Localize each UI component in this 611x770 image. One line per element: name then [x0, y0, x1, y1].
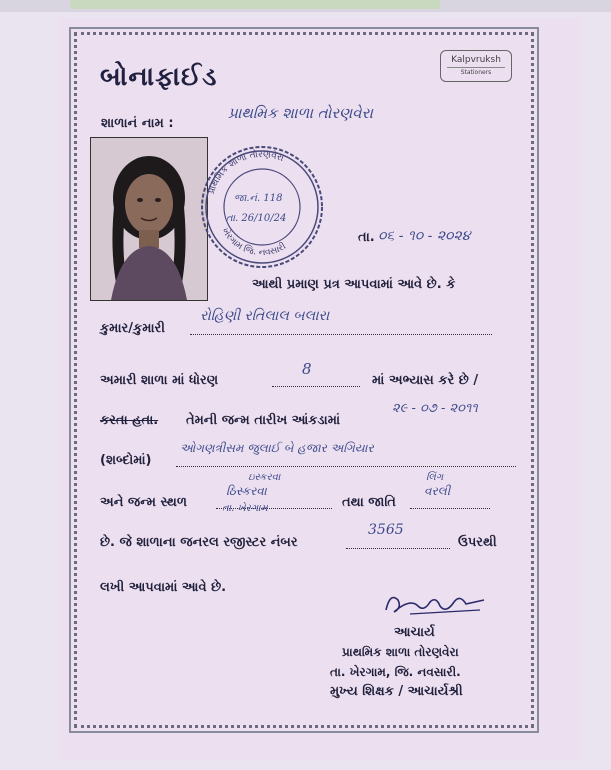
certify-line: આથી પ્રમાણ પ્રત્ર આપવામાં આવે છે. કે: [252, 277, 456, 292]
closing-line: લખી આપવામાં આવે છે.: [100, 580, 227, 595]
caste-value: વરલી: [424, 484, 451, 498]
birth-label: તેમની જન્મ તારીખ આંકડામાં: [186, 413, 341, 428]
birthplace-label: અને જન્મ સ્થળ: [100, 495, 187, 510]
scan-edge-bar: [70, 0, 440, 9]
certificate-title: બોનાફાઈડ: [100, 62, 218, 92]
birth-value: ૨૯ - ૦૭ - ૨૦૧૧: [392, 401, 478, 416]
school-seal-stamp: [198, 143, 326, 271]
date-value: ૦૬ - ૧૦ - ૨૦૨૪: [378, 228, 471, 244]
caste-label: તથા જાતિ: [342, 495, 396, 510]
words-label: (શબ્દોમાં): [100, 453, 152, 468]
school-name-label: શાળાનં નામ :: [101, 116, 174, 131]
birthplace-value: ઠિસ્કરવા: [226, 484, 267, 498]
stamp-number: જા.નં. 118: [234, 193, 283, 204]
name-label: કુમાર/કુમારી: [100, 321, 165, 336]
date-label: તા.: [358, 230, 375, 245]
school-name-value: પ્રાથમિક શાળા તોરણવેરા: [228, 104, 373, 122]
publisher-logo-sub: Stationers: [447, 67, 505, 76]
words-value: ઓગણત્રીસમ જુલાઈ બે હજાર અગિયાર: [180, 441, 374, 455]
signatory-title: આચાર્ય: [394, 625, 435, 640]
stamp-date: તા. 26/10/24: [226, 213, 287, 224]
publisher-logo: [440, 50, 512, 82]
caste-above: લિંગ: [426, 472, 444, 483]
standard-value: 8: [302, 360, 312, 378]
principal-signature: [380, 590, 490, 618]
birthplace-above: ઇસ્કરવા: [248, 472, 281, 483]
signatory-address: તા. ખેરગામ, જિ. નવસારી.: [330, 665, 461, 679]
student-photo-image: [91, 138, 207, 300]
name-value: રોહિણી રતિલાલ બલારા: [200, 308, 330, 324]
birthplace-below: તા. ખેરગામ: [222, 503, 268, 514]
register-label: છે. જે શાળાના જનરલ રજીસ્ટર નંબર: [100, 535, 298, 550]
standard-suffix: માં અભ્યાસ કરે છે /: [372, 373, 479, 388]
publisher-logo-name: Kalpvruksh: [451, 55, 501, 65]
student-photo: [90, 137, 208, 301]
stamp-ring-top-text: પ્રાથમિક શાળા તોરણવેરા: [206, 149, 286, 196]
birth-struck-text: કરતા હતા.: [100, 413, 159, 428]
standard-prefix: અમારી શાળા માં ધોરણ: [100, 373, 219, 388]
standard-underline: [272, 372, 360, 387]
signatory-role: મુખ્ય શિક્ષક / આચાર્યશ્રી: [330, 684, 463, 699]
register-number: 3565: [368, 522, 404, 538]
register-suffix: ઉપરથી: [458, 535, 497, 550]
signatory-school: પ્રાથમિક શાળા તોરણવેરા: [342, 645, 459, 659]
scan-top-strip: [0, 0, 611, 12]
stamp-ring-bottom-text: ખેરગામ જિ. નવસારી: [219, 226, 288, 259]
